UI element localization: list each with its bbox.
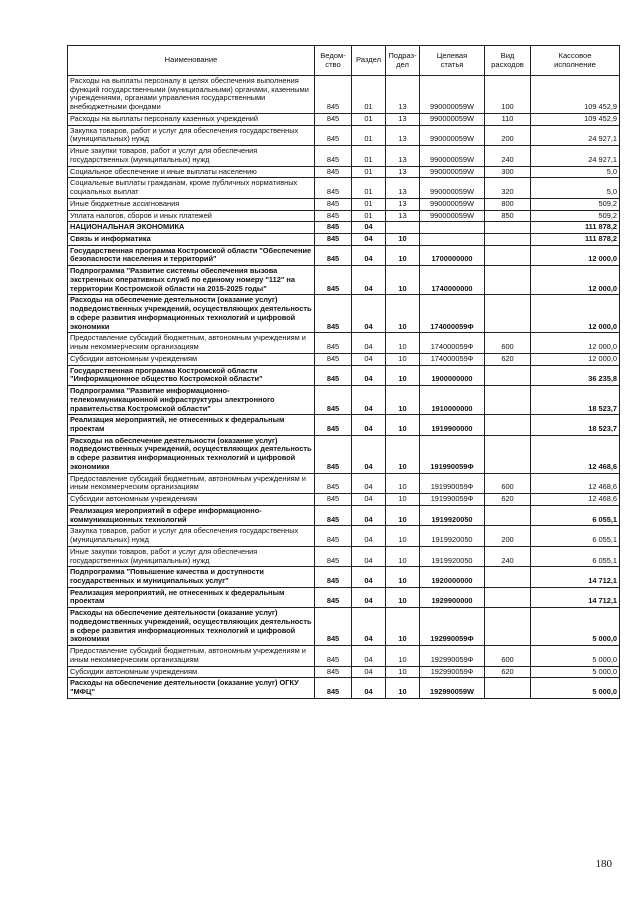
row-target-article-cell: 990000059W	[420, 146, 485, 166]
row-target-article-cell: 990000059W	[420, 113, 485, 125]
row-section-cell: 04	[352, 666, 386, 678]
row-name-cell: Предоставление субсидий бюджетным, автономным учреждениям и иным некоммерческим организациям	[68, 646, 315, 666]
row-expense-type-cell	[485, 266, 531, 295]
row-section-cell: 04	[352, 333, 386, 353]
row-target-article-cell: 191990059Ф	[420, 473, 485, 493]
row-department-cell: 845	[315, 222, 352, 234]
row-name-cell: Закупка товаров, работ и услуг для обеспечения государственных (муниципальных) нужд	[68, 125, 315, 145]
row-subsection-cell: 10	[386, 567, 420, 587]
row-expense-type-cell	[485, 415, 531, 435]
row-section-cell: 01	[352, 178, 386, 198]
row-name-cell: НАЦИОНАЛЬНАЯ ЭКОНОМИКА	[68, 222, 315, 234]
row-subsection-cell: 10	[386, 646, 420, 666]
table-row	[68, 125, 620, 145]
row-name-cell: Закупка товаров, работ и услуг для обеспечения государственных (муниципальных) нужд	[68, 526, 315, 546]
row-name-cell: Иные закупки товаров, работ и услуг для обеспечения государственных (муниципальных) нужд	[68, 146, 315, 166]
row-department-cell: 845	[315, 587, 352, 607]
row-expense-type-cell: 300	[485, 166, 531, 178]
row-name-cell: Расходы на обеспечение деятельности (оказание услуг) подведомственных учреждений, осуществляющих деятельность в сфере развития информационных технологий и цифровой экономики	[68, 608, 315, 646]
table-row	[68, 415, 620, 435]
row-amount-cell: 12 000,0	[531, 295, 620, 333]
row-target-article-cell: 1919920050	[420, 526, 485, 546]
row-expense-type-cell	[485, 365, 531, 385]
row-amount-cell: 509,2	[531, 198, 620, 210]
row-section-cell: 04	[352, 567, 386, 587]
table-row	[68, 494, 620, 506]
table-row	[68, 526, 620, 546]
row-department-cell: 845	[315, 608, 352, 646]
row-expense-type-cell	[485, 505, 531, 525]
row-department-cell: 845	[315, 353, 352, 365]
row-subsection-cell: 13	[386, 178, 420, 198]
row-subsection-cell: 10	[386, 245, 420, 265]
row-section-cell: 01	[352, 166, 386, 178]
row-name-cell: Реализация мероприятий, не отнесенных к федеральным проектам	[68, 415, 315, 435]
row-amount-cell: 24 927,1	[531, 146, 620, 166]
table-row	[68, 178, 620, 198]
row-section-cell: 04	[352, 494, 386, 506]
row-department-cell: 845	[315, 505, 352, 525]
row-amount-cell: 12 468,6	[531, 494, 620, 506]
row-department-cell: 845	[315, 333, 352, 353]
row-target-article-cell: 174000059Ф	[420, 333, 485, 353]
row-section-cell: 04	[352, 415, 386, 435]
row-amount-cell: 18 523,7	[531, 386, 620, 415]
row-name-cell: Расходы на обеспечение деятельности (оказание услуг) подведомственных учреждений, осуществляющих деятельность в сфере развития информационных технологий и цифровой экономики	[68, 435, 315, 473]
row-department-cell: 845	[315, 266, 352, 295]
row-name-cell: Социальные выплаты гражданам, кроме публичных нормативных социальных выплат	[68, 178, 315, 198]
row-name-cell: Субсидии автономным учреждениям	[68, 353, 315, 365]
row-name-cell: Субсидии автономным учреждениям	[68, 494, 315, 506]
row-amount-cell: 5,0	[531, 178, 620, 198]
table-row	[68, 505, 620, 525]
row-target-article-cell: 990000059W	[420, 125, 485, 145]
row-section-cell: 04	[352, 222, 386, 234]
row-subsection-cell: 13	[386, 198, 420, 210]
row-department-cell: 845	[315, 245, 352, 265]
row-section-cell: 01	[352, 125, 386, 145]
row-expense-type-cell	[485, 295, 531, 333]
row-section-cell: 04	[352, 546, 386, 566]
table-body	[68, 76, 620, 699]
row-target-article-cell: 1910000000	[420, 386, 485, 415]
row-section-cell: 01	[352, 146, 386, 166]
row-amount-cell: 111 878,2	[531, 222, 620, 234]
row-section-cell: 04	[352, 234, 386, 246]
row-name-cell: Связь и информатика	[68, 234, 315, 246]
row-amount-cell: 12 468,6	[531, 435, 620, 473]
row-department-cell: 845	[315, 210, 352, 222]
row-target-article-cell: 1919920050	[420, 505, 485, 525]
header-expense-type: Вид расходов	[485, 46, 531, 76]
row-subsection-cell: 13	[386, 210, 420, 222]
row-amount-cell: 24 927,1	[531, 125, 620, 145]
row-subsection-cell: 13	[386, 146, 420, 166]
row-subsection-cell: 10	[386, 295, 420, 333]
row-subsection-cell: 13	[386, 166, 420, 178]
row-expense-type-cell: 620	[485, 494, 531, 506]
row-expense-type-cell: 200	[485, 125, 531, 145]
row-target-article-cell: 192990059Ф	[420, 608, 485, 646]
row-amount-cell: 5 000,0	[531, 646, 620, 666]
table-header	[68, 46, 620, 76]
row-subsection-cell: 10	[386, 505, 420, 525]
table-row	[68, 386, 620, 415]
row-target-article-cell: 192990059Ф	[420, 666, 485, 678]
row-subsection-cell: 13	[386, 125, 420, 145]
row-amount-cell: 109 452,9	[531, 113, 620, 125]
row-department-cell: 845	[315, 567, 352, 587]
row-section-cell: 04	[352, 386, 386, 415]
row-department-cell: 845	[315, 146, 352, 166]
row-department-cell: 845	[315, 473, 352, 493]
row-department-cell: 845	[315, 113, 352, 125]
row-subsection-cell: 10	[386, 234, 420, 246]
row-subsection-cell: 10	[386, 266, 420, 295]
row-name-cell: Реализация мероприятий в сфере информационно-коммуникационных технологий	[68, 505, 315, 525]
row-amount-cell: 5 000,0	[531, 666, 620, 678]
row-subsection-cell: 10	[386, 666, 420, 678]
row-subsection-cell: 10	[386, 353, 420, 365]
row-amount-cell: 509,2	[531, 210, 620, 222]
row-section-cell: 04	[352, 587, 386, 607]
row-name-cell: Государственная программа Костромской области "Обеспечение безопасности населения и территорий"	[68, 245, 315, 265]
row-name-cell: Расходы на выплаты персоналу казенных учреждений	[68, 113, 315, 125]
row-name-cell: Реализация мероприятий, не отнесенных к федеральным проектам	[68, 587, 315, 607]
row-amount-cell: 12 468,6	[531, 473, 620, 493]
row-expense-type-cell	[485, 386, 531, 415]
row-department-cell: 845	[315, 166, 352, 178]
row-expense-type-cell: 600	[485, 333, 531, 353]
table-row	[68, 435, 620, 473]
table-row	[68, 365, 620, 385]
table-row	[68, 333, 620, 353]
row-expense-type-cell: 100	[485, 76, 531, 114]
row-section-cell: 04	[352, 678, 386, 698]
row-subsection-cell: 10	[386, 526, 420, 546]
row-section-cell: 01	[352, 76, 386, 114]
row-amount-cell: 5 000,0	[531, 678, 620, 698]
row-expense-type-cell: 200	[485, 526, 531, 546]
row-department-cell: 845	[315, 365, 352, 385]
row-department-cell: 845	[315, 415, 352, 435]
row-name-cell: Субсидии автономным учреждениям	[68, 666, 315, 678]
row-amount-cell: 12 000,0	[531, 333, 620, 353]
row-expense-type-cell: 800	[485, 198, 531, 210]
row-department-cell: 845	[315, 234, 352, 246]
header-row	[68, 46, 620, 76]
row-section-cell: 04	[352, 245, 386, 265]
row-subsection-cell: 10	[386, 473, 420, 493]
row-name-cell: Социальное обеспечение и иные выплаты населению	[68, 166, 315, 178]
row-target-article-cell	[420, 222, 485, 234]
row-department-cell: 845	[315, 386, 352, 415]
table-row	[68, 646, 620, 666]
table-row	[68, 113, 620, 125]
row-subsection-cell: 10	[386, 333, 420, 353]
row-department-cell: 845	[315, 494, 352, 506]
table-row	[68, 567, 620, 587]
row-amount-cell: 36 235,8	[531, 365, 620, 385]
row-name-cell: Подпрограмма "Развитие информационно-телекоммуникационной инфраструктуры электронного правительства Костромской области"	[68, 386, 315, 415]
table-row	[68, 166, 620, 178]
row-expense-type-cell: 240	[485, 146, 531, 166]
table-row	[68, 234, 620, 246]
row-subsection-cell: 10	[386, 435, 420, 473]
table-row	[68, 245, 620, 265]
row-section-cell: 04	[352, 353, 386, 365]
row-subsection-cell	[386, 222, 420, 234]
row-amount-cell: 12 000,0	[531, 245, 620, 265]
row-amount-cell: 5,0	[531, 166, 620, 178]
row-amount-cell: 5 000,0	[531, 608, 620, 646]
row-expense-type-cell	[485, 608, 531, 646]
table-row	[68, 587, 620, 607]
table-row	[68, 295, 620, 333]
row-section-cell: 01	[352, 210, 386, 222]
row-amount-cell: 12 000,0	[531, 353, 620, 365]
row-expense-type-cell: 600	[485, 473, 531, 493]
row-expense-type-cell: 620	[485, 353, 531, 365]
row-expense-type-cell	[485, 435, 531, 473]
row-amount-cell: 6 055,1	[531, 526, 620, 546]
row-name-cell: Предоставление субсидий бюджетным, автономным учреждениям и иным некоммерческим организациям	[68, 473, 315, 493]
row-section-cell: 01	[352, 113, 386, 125]
row-expense-type-cell: 110	[485, 113, 531, 125]
table-row	[68, 666, 620, 678]
table-row	[68, 210, 620, 222]
row-amount-cell: 12 000,0	[531, 266, 620, 295]
row-subsection-cell: 10	[386, 494, 420, 506]
table-row	[68, 678, 620, 698]
row-target-article-cell	[420, 234, 485, 246]
row-name-cell: Расходы на выплаты персоналу в целях обеспечения выполнения функций государственными (муниципальными) органами, казенными учреждениями, органами управления государственными внебюджетными фондами	[68, 76, 315, 114]
row-amount-cell: 14 712,1	[531, 587, 620, 607]
row-name-cell: Иные бюджетные ассигнования	[68, 198, 315, 210]
row-target-article-cell: 990000059W	[420, 166, 485, 178]
page-number: 180	[595, 858, 612, 870]
row-amount-cell: 109 452,9	[531, 76, 620, 114]
row-amount-cell: 6 055,1	[531, 546, 620, 566]
row-subsection-cell: 10	[386, 386, 420, 415]
row-target-article-cell: 990000059W	[420, 210, 485, 222]
header-subsection: Подраз- дел	[386, 46, 420, 76]
row-department-cell: 845	[315, 178, 352, 198]
row-expense-type-cell: 620	[485, 666, 531, 678]
row-department-cell: 845	[315, 678, 352, 698]
table-row	[68, 146, 620, 166]
row-expense-type-cell: 850	[485, 210, 531, 222]
row-expense-type-cell	[485, 245, 531, 265]
row-target-article-cell: 1740000000	[420, 266, 485, 295]
table-row	[68, 222, 620, 234]
row-expense-type-cell	[485, 222, 531, 234]
row-department-cell: 845	[315, 646, 352, 666]
table-row	[68, 198, 620, 210]
row-name-cell: Подпрограмма "Развитие системы обеспечения вызова экстренных оперативных служб по единому номеру "112" на территории Костромской области на 2015-2025 годы"	[68, 266, 315, 295]
row-section-cell: 04	[352, 505, 386, 525]
row-amount-cell: 6 055,1	[531, 505, 620, 525]
row-section-cell: 04	[352, 646, 386, 666]
row-subsection-cell: 10	[386, 546, 420, 566]
table-row	[68, 76, 620, 114]
header-name: Наименование	[68, 46, 315, 76]
row-name-cell: Предоставление субсидий бюджетным, автономным учреждениям и иным некоммерческим организациям	[68, 333, 315, 353]
row-subsection-cell: 10	[386, 608, 420, 646]
row-expense-type-cell: 240	[485, 546, 531, 566]
row-section-cell: 04	[352, 365, 386, 385]
table-row	[68, 546, 620, 566]
row-department-cell: 845	[315, 666, 352, 678]
row-department-cell: 845	[315, 198, 352, 210]
row-target-article-cell: 990000059W	[420, 178, 485, 198]
budget-execution-table	[67, 45, 620, 699]
row-section-cell: 04	[352, 608, 386, 646]
row-department-cell: 845	[315, 295, 352, 333]
row-amount-cell: 111 878,2	[531, 234, 620, 246]
row-target-article-cell: 174000059Ф	[420, 295, 485, 333]
row-target-article-cell: 1900000000	[420, 365, 485, 385]
row-department-cell: 845	[315, 76, 352, 114]
row-name-cell: Расходы на обеспечение деятельности (оказание услуг) подведомственных учреждений, осуществляющих деятельность в сфере развития информационных технологий и цифровой экономики	[68, 295, 315, 333]
row-expense-type-cell: 320	[485, 178, 531, 198]
table-row	[68, 473, 620, 493]
row-name-cell: Подпрограмма "Повышение качества и доступности государственных и муниципальных услуг"	[68, 567, 315, 587]
row-section-cell: 04	[352, 526, 386, 546]
row-name-cell: Иные закупки товаров, работ и услуг для обеспечения государственных (муниципальных) нужд	[68, 546, 315, 566]
row-subsection-cell: 10	[386, 415, 420, 435]
row-amount-cell: 14 712,1	[531, 567, 620, 587]
table-row	[68, 266, 620, 295]
row-target-article-cell: 1919920050	[420, 546, 485, 566]
row-department-cell: 845	[315, 546, 352, 566]
row-target-article-cell: 174000059Ф	[420, 353, 485, 365]
row-target-article-cell: 990000059W	[420, 76, 485, 114]
row-subsection-cell: 10	[386, 587, 420, 607]
row-expense-type-cell	[485, 587, 531, 607]
row-target-article-cell: 1919900000	[420, 415, 485, 435]
row-subsection-cell: 13	[386, 113, 420, 125]
row-amount-cell: 18 523,7	[531, 415, 620, 435]
row-target-article-cell: 191990059Ф	[420, 494, 485, 506]
row-target-article-cell: 1920000000	[420, 567, 485, 587]
row-expense-type-cell	[485, 678, 531, 698]
row-subsection-cell: 13	[386, 76, 420, 114]
row-target-article-cell: 192990059Ф	[420, 646, 485, 666]
row-subsection-cell: 10	[386, 365, 420, 385]
table-row	[68, 608, 620, 646]
row-section-cell: 04	[352, 295, 386, 333]
row-department-cell: 845	[315, 435, 352, 473]
row-expense-type-cell	[485, 567, 531, 587]
header-section: Раздел	[352, 46, 386, 76]
row-section-cell: 04	[352, 266, 386, 295]
row-section-cell: 01	[352, 198, 386, 210]
row-target-article-cell: 990000059W	[420, 198, 485, 210]
header-target-article: Целевая статья	[420, 46, 485, 76]
header-department: Ведом- ство	[315, 46, 352, 76]
row-expense-type-cell: 600	[485, 646, 531, 666]
row-name-cell: Уплата налогов, сборов и иных платежей	[68, 210, 315, 222]
row-section-cell: 04	[352, 473, 386, 493]
row-target-article-cell: 192990059W	[420, 678, 485, 698]
row-name-cell: Государственная программа Костромской области "Информационное общество Костромской области"	[68, 365, 315, 385]
row-department-cell: 845	[315, 125, 352, 145]
row-expense-type-cell	[485, 234, 531, 246]
row-section-cell: 04	[352, 435, 386, 473]
row-department-cell: 845	[315, 526, 352, 546]
row-name-cell: Расходы на обеспечение деятельности (оказание услуг) ОГКУ "МФЦ"	[68, 678, 315, 698]
row-target-article-cell: 1700000000	[420, 245, 485, 265]
header-cash-execution: Кассовое исполнение	[531, 46, 620, 76]
row-target-article-cell: 1929900000	[420, 587, 485, 607]
row-subsection-cell: 10	[386, 678, 420, 698]
row-target-article-cell: 191990059Ф	[420, 435, 485, 473]
table-row	[68, 353, 620, 365]
